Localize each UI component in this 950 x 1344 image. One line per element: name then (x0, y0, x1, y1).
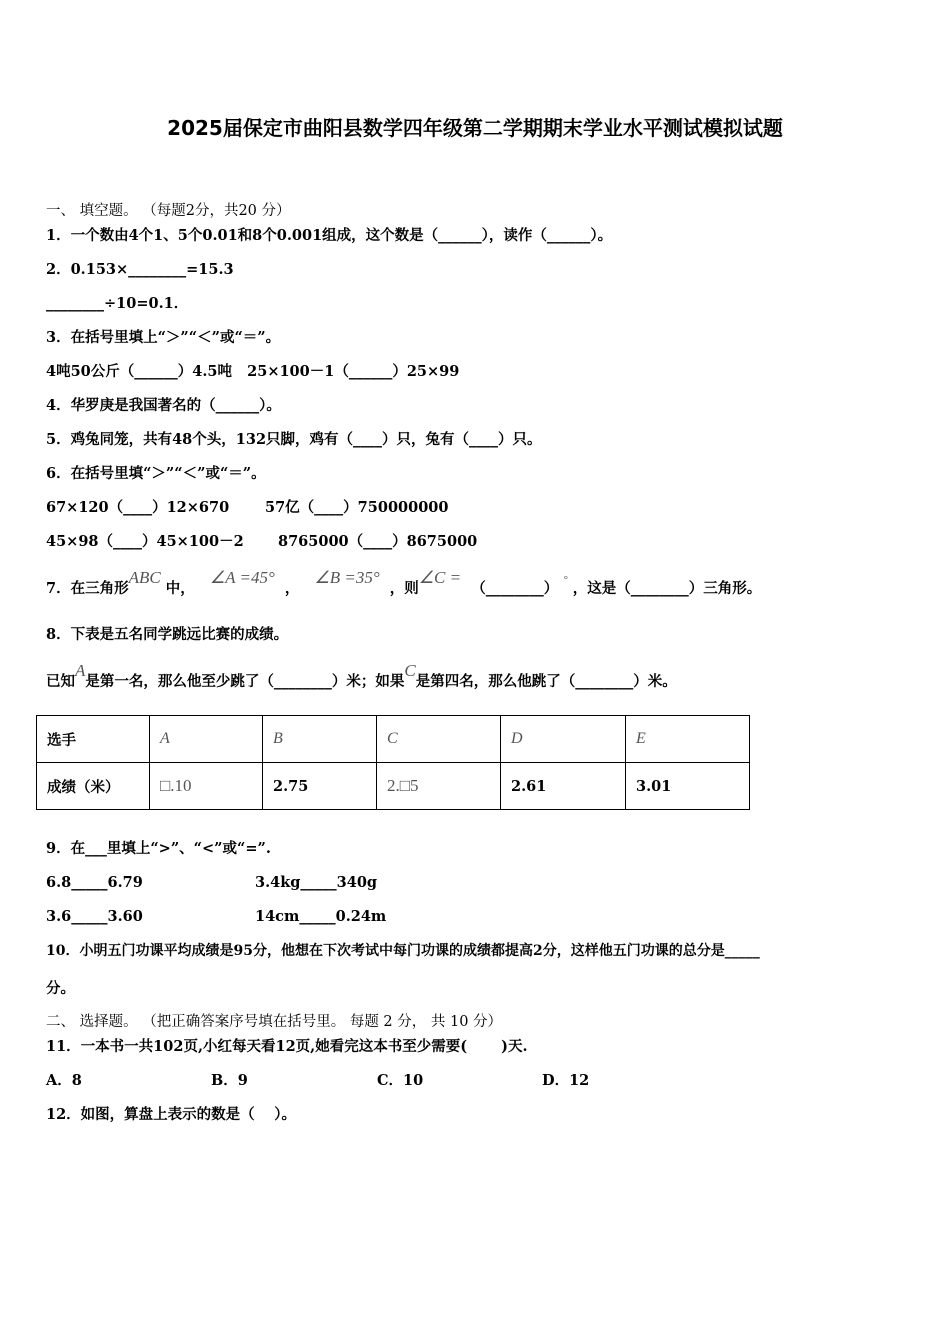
table-cell: E (626, 716, 750, 763)
question-3: 3．在括号里填上“＞”“＜”或“＝”。 (46, 329, 281, 346)
q7-text: （________） (471, 580, 559, 597)
question-3-items: 4吨50公斤（______）4.5吨 25×100－1（______）25×99 (46, 363, 460, 380)
table-cell: 2.61 (501, 763, 626, 810)
q7-text: ，这是（________）三角形。 (572, 580, 762, 597)
table-cell: C (377, 716, 501, 763)
q8-text: 是第一名，那么他至少跳了（________）米；如果 (85, 673, 405, 690)
question-7 (46, 568, 762, 599)
question-4: 4．华罗庚是我国著名的（______）。 (46, 397, 281, 414)
table-cell: 3.01 (626, 763, 750, 810)
question-8b (46, 661, 677, 691)
question-6-item-4: 8765000（____）8675000 (278, 533, 478, 550)
question-11: 11．一本书一共102页,小红每天看12页,她看完这本书至少需要( )天. (46, 1038, 528, 1055)
option-c: C．10 (377, 1072, 424, 1089)
q7-text: ，则 (389, 580, 419, 597)
option-a: A．8 (46, 1072, 82, 1089)
option-b: B．9 (211, 1072, 248, 1089)
question-10b: 分。 (46, 980, 75, 997)
question-6-item-3: 45×98（____）45×100－2 (46, 533, 244, 550)
q7-math: ABC (128, 568, 161, 587)
section-2-heading: 二、 选择题。 （把正确答案序号填在括号里。 每题 2 分， 共 10 分） (46, 1014, 503, 1030)
question-2: 2．0.153×________=15.3 (46, 261, 234, 278)
question-6-item-2: 57亿（____）750000000 (265, 499, 449, 516)
q8-text: 是第四名，那么他跳了（________）米。 (415, 673, 677, 690)
table-cell: B (263, 716, 377, 763)
question-9-item-4: 14cm_____0.24m (255, 908, 387, 925)
q8-math: C (404, 661, 416, 680)
table-cell: A (150, 716, 263, 763)
question-10: 10．小明五门功课平均成绩是95分，他想在下次考试中每门功课的成绩都提高2分，这样他五门功课的总分是_____ (46, 943, 760, 959)
q7-math: ∠C = (418, 568, 462, 587)
question-8: 8．下表是五名同学跳远比赛的成绩。 (46, 626, 289, 643)
section-1-heading: 一、 填空题。 （每题2分，共20 分） (46, 203, 291, 219)
question-6-item-1: 67×120（____）12×670 (46, 499, 230, 516)
page-title: 2025届保定市曲阳县数学四年级第二学期期末学业水平测试模拟试题 (167, 116, 783, 140)
q8-text: 已知 (46, 673, 75, 690)
table-cell: 成绩（米） (37, 763, 150, 810)
option-d: D．12 (542, 1072, 590, 1089)
q7-text: ， (284, 580, 300, 597)
long-jump-table (36, 715, 750, 810)
question-9-item-2: 3.4kg_____340g (255, 874, 378, 891)
q7-math: ∠A =45° (209, 568, 275, 587)
question-1: 1．一个数由4个1、5个0.01和8个0.001组成，这个数是（______），读作（______）。 (46, 227, 613, 244)
table-cell: D (501, 716, 626, 763)
table-cell: 2.□5 (377, 763, 501, 810)
q7-math: ° (563, 574, 568, 586)
table-row (37, 763, 750, 810)
question-9: 9．在___里填上“>”、“<”或“=”. (46, 840, 271, 857)
table-row (37, 716, 750, 763)
table-cell: 2.75 (263, 763, 377, 810)
q7-math: ∠B =35° (314, 568, 380, 587)
question-5: 5．鸡兔同笼，共有48个头，132只脚，鸡有（____）只，兔有（____）只。 (46, 431, 542, 448)
question-2b: ________÷10=0.1． (46, 295, 189, 312)
table-cell: 选手 (37, 716, 150, 763)
q7-text: 7．在三角形 (46, 580, 129, 597)
question-9-item-1: 6.8_____6.79 (46, 874, 143, 891)
q8-math: A (75, 661, 86, 680)
question-9-item-3: 3.6_____3.60 (46, 908, 143, 925)
q7-text: 中， (165, 580, 195, 597)
table-cell: □.10 (150, 763, 263, 810)
question-12: 12．如图，算盘上表示的数是（ ）。 (46, 1106, 296, 1123)
question-6: 6．在括号里填“＞”“＜”或“＝”。 (46, 465, 266, 482)
